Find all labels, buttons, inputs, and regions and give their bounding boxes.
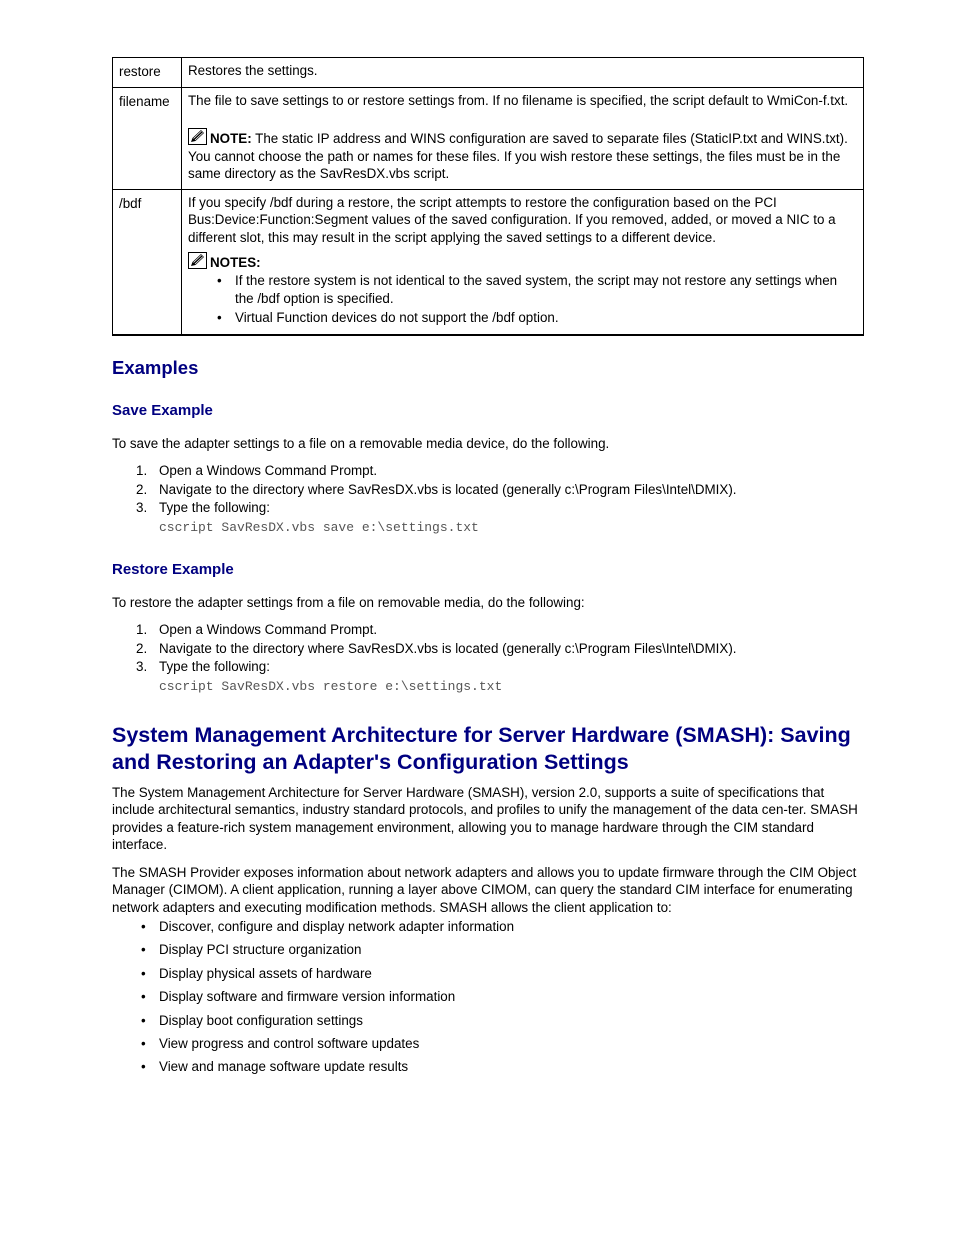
save-command-code: cscript SavResDX.vbs save e:\settings.txt: [159, 519, 479, 535]
list-item: 3. Type the following:: [136, 500, 270, 515]
list-item: 3. Type the following:: [136, 659, 270, 674]
examples-heading: Examples: [112, 356, 199, 378]
table-row: [113, 189, 864, 335]
list-item: 1. Open a Windows Command Prompt.: [136, 463, 378, 478]
notes-list: [188, 272, 857, 327]
list-item: 2. Navigate to the directory where SavResDX.vbs is located (generally c:\Program Files\Intel\DMIX).: [136, 481, 737, 497]
step-text: Type the following:: [159, 659, 270, 674]
list-item: 1. Open a Windows Command Prompt.: [136, 622, 378, 637]
smash-paragraph-2: The SMASH Provider exposes information about network adapters and allows you to update firmware through the CIM Object Manager (CIMOM). A client application, running a layer above CIMOM, can query the standard CIM interface for enumerating network adapters and executing modification methods. SMASH allows the client application to:: [112, 864, 857, 915]
step-text: Open a Windows Command Prompt.: [159, 622, 378, 637]
param-description: The file to save settings to or restore settings from. If no filename is specified, the script default to WmiCon-f.txt.: [188, 92, 849, 108]
param-name: restore: [113, 58, 182, 88]
note-pencil-icon: [188, 128, 207, 145]
step-text: Navigate to the directory where SavResDX.vbs is located (generally c:\Program Files\Intel\DMIX).: [159, 640, 737, 656]
param-description-cell: [182, 189, 864, 335]
list-item: • Display PCI structure organization: [159, 941, 864, 959]
list-item: 2. Navigate to the directory where SavResDX.vbs is located (generally c:\Program Files\Intel\DMIX).: [136, 640, 737, 656]
note-label: NOTE:: [210, 131, 252, 146]
list-item: • Display physical assets of hardware: [159, 965, 864, 983]
smash-paragraph-1: The System Management Architecture for Server Hardware (SMASH), version 2.0, supports a suite of specifications that include architectural semantics, industry standard protocols, and profiles to unify the management of the data cen-ter. SMASH provides a feature-rich system management environment, allowing you to manage hardware through the CIM standard interface.: [112, 784, 858, 852]
restore-steps-list: [112, 621, 864, 677]
smash-heading: System Management Architecture for Server Hardware (SMASH): Saving and Restoring an Adapter's Configuration Settings: [112, 722, 851, 774]
note: [188, 128, 857, 183]
list-item: • Display software and firmware version information: [159, 988, 864, 1006]
param-description: If you specify /bdf during a restore, the script attempts to restore the configuration based on the PCI Bus:Device:Function:Segment values of the saved configuration. If you removed, added, or moved a NIC to a different slot, this may result in the script applying the saved settings to a different device.: [188, 194, 836, 245]
save-example-heading: Save Example: [112, 401, 213, 419]
restore-command-code: cscript SavResDX.vbs restore e:\settings.txt: [159, 678, 503, 694]
list-item: • View progress and control software updates: [159, 1035, 864, 1053]
notes-label: NOTES:: [210, 255, 261, 270]
param-description: Restores the settings.: [182, 58, 864, 88]
note-text: The static IP address and WINS configuration are saved to separate files (StaticIP.txt and WINS.txt). You cannot choose the path or names for these files. If you wish restore these settings, the files must be in the same directory as the SavResDX.vbs script.: [188, 131, 848, 181]
list-item: • View and manage software update results: [159, 1058, 864, 1076]
step-text: Type the following:: [159, 500, 270, 515]
notes-heading: [188, 252, 857, 272]
list-item: • Virtual Function devices do not support the /bdf option.: [235, 309, 857, 327]
param-description-cell: [182, 87, 864, 189]
step-text: Open a Windows Command Prompt.: [159, 463, 378, 478]
page-content: [112, 57, 864, 1082]
step-text: Navigate to the directory where SavResDX.vbs is located (generally c:\Program Files\Intel\DMIX).: [159, 481, 737, 497]
save-steps-list: [112, 462, 864, 518]
save-example-intro: To save the adapter settings to a file on a removable media device, do the following.: [112, 435, 610, 451]
table-row: [113, 58, 864, 88]
table-row: [113, 87, 864, 189]
list-item: • Display boot configuration settings: [159, 1012, 864, 1030]
restore-example-intro: To restore the adapter settings from a file on removable media, do the following:: [112, 594, 585, 610]
list-item: • If the restore system is not identical to the saved system, the script may not restore any settings when the /bdf option is specified.: [235, 272, 857, 308]
param-name: /bdf: [113, 189, 182, 335]
smash-features-list: [112, 918, 864, 1076]
list-item: • Discover, configure and display network adapter information: [159, 918, 864, 936]
parameters-table: [112, 57, 864, 336]
note-pencil-icon: [188, 252, 207, 269]
restore-example-heading: Restore Example: [112, 560, 234, 578]
param-name: filename: [113, 87, 182, 189]
